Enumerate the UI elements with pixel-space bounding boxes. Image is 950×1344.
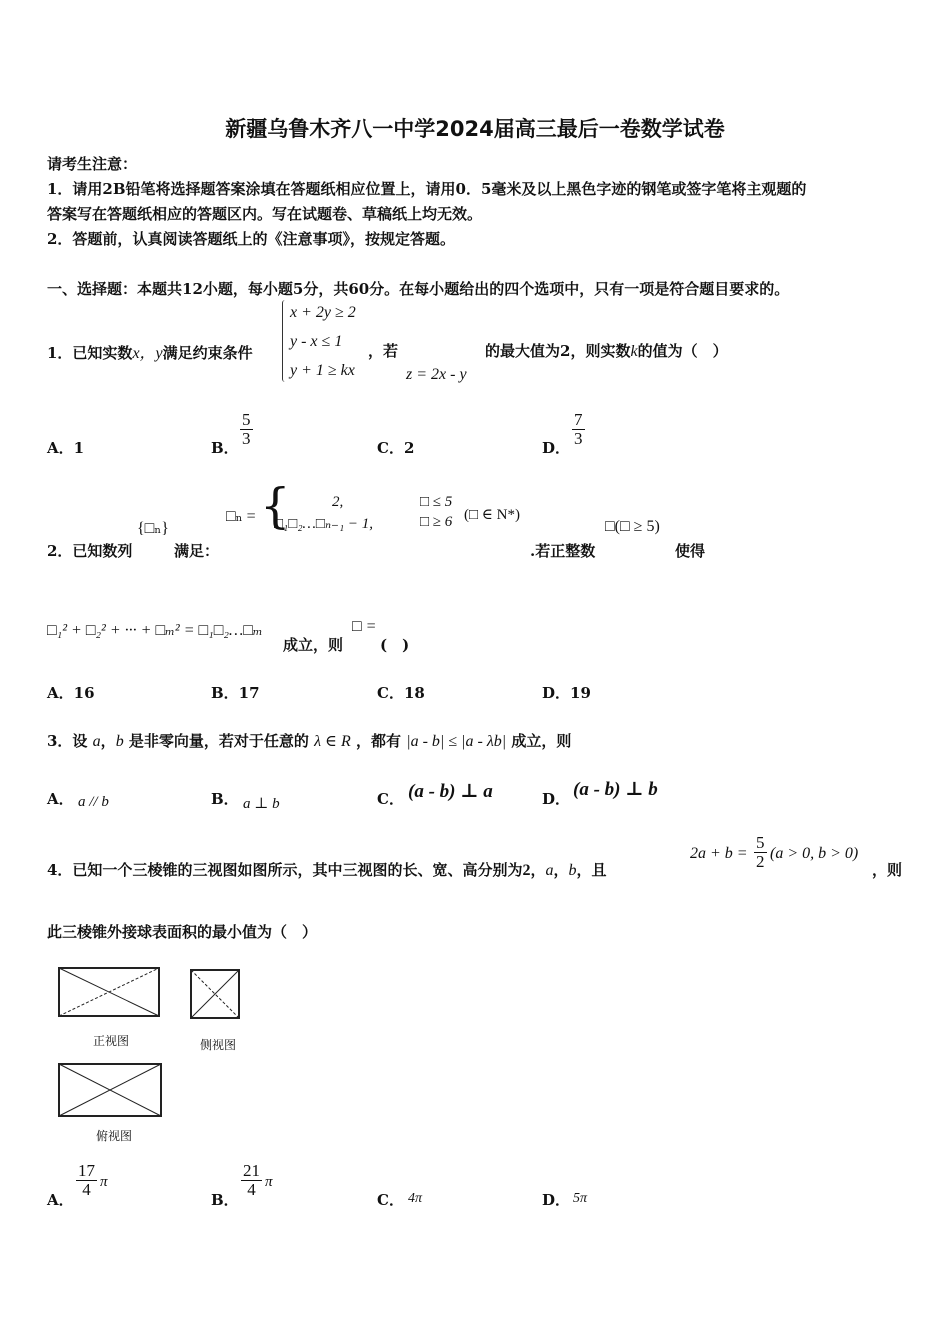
q2-sequence: {□ₙ}	[137, 520, 169, 537]
q4-ze: ，则	[872, 861, 903, 879]
front-view-drawing	[59, 968, 159, 1016]
front-view-label: 正视图	[93, 1034, 130, 1048]
q1-option-b: B．	[211, 439, 239, 457]
top-view-drawing	[59, 1064, 161, 1116]
q4-option-d: D．	[542, 1191, 571, 1209]
q2-case-1: 2,	[332, 494, 344, 510]
q2-option-c: C．18	[377, 684, 425, 702]
notice-line2: 2．答题前，认真阅读答题纸上的《注意事项》，按规定答题。	[47, 230, 455, 248]
q3-option-d: D．	[542, 790, 571, 808]
q3-option-b: B．	[211, 790, 239, 808]
q4-option-b: B．	[211, 1191, 239, 1209]
q2-cond-2: □ ≥ 6	[420, 514, 453, 530]
q4-option-b-pi: π	[265, 1174, 273, 1190]
q2-m-cond: □(□ ≥ 5)	[605, 518, 660, 535]
page-title: 新疆乌鲁木齐八一中学2024届高三最后一卷数学试卷	[225, 117, 725, 141]
q2-brace: {	[260, 478, 291, 534]
q4-option-a-pi: π	[100, 1174, 108, 1190]
q2-paren: ( )	[380, 636, 410, 654]
q2-m-eq: □ =	[352, 618, 377, 635]
q4-eq-lhs: 2a + b =	[690, 845, 748, 862]
q1-brace	[282, 300, 285, 382]
q1-option-c: C．2	[377, 439, 415, 457]
q2-mid: 满足：	[174, 542, 220, 560]
q2-def-lhs: □ₙ =	[226, 508, 256, 525]
q2-option-d: D．19	[542, 684, 591, 702]
q3-option-a: A．	[47, 790, 74, 808]
q1-ruo: ，若	[368, 342, 399, 360]
q2-shide: 使得	[675, 542, 706, 560]
side-view-label: 侧视图	[200, 1038, 237, 1052]
q4-line2: 此三棱锥外接球表面积的最小值为（ ）	[47, 923, 318, 941]
q1-option-a: A．1	[47, 439, 85, 457]
q1-constraint-1: x + 2y ≥ 2	[290, 304, 356, 321]
q4-option-b-frac: $\frac{21}{4}$	[243, 1161, 260, 1199]
q4-eq-cond: (a > 0, b > 0)	[770, 845, 859, 862]
top-view-label: 俯视图	[96, 1129, 133, 1143]
q1-option-d: D．	[542, 439, 571, 457]
q2-domain: (□ ∈ N*)	[464, 507, 520, 523]
notice-line1b: 答案写在答题纸相应的答题区内。写在试题卷、草稿纸上均无效。	[47, 205, 483, 223]
side-view-drawing	[191, 970, 239, 1018]
notice-heading: 请考生注意：	[47, 155, 138, 173]
q3-option-b-expr: a ⊥ b	[243, 796, 280, 812]
q2-option-a: A．16	[47, 684, 95, 702]
q4-option-c: C．	[377, 1191, 404, 1209]
q2-prefix: 2．已知数列	[47, 542, 133, 560]
q1-constraint-2: y - x ≤ 1	[290, 333, 343, 350]
q4-option-d-expr: 5π	[573, 1191, 588, 1206]
q4-stem: 4．已知一个三棱锥的三视图如图所示，其中三视图的长、宽、高分别为2，a，b，且	[47, 861, 607, 879]
q4-option-a-frac: $\frac{17}{4}$	[78, 1161, 95, 1199]
q1-option-d-frac: $\frac{7}{3}$	[574, 410, 583, 448]
q1-option-b-frac: $\frac{5}{3}$	[242, 410, 251, 448]
q1-constraint-3: y + 1 ≥ kx	[290, 362, 355, 379]
q3-option-d-expr: (a - b) ⊥ b	[573, 779, 658, 800]
q3-option-a-expr: a // b	[78, 794, 109, 810]
q4-option-c-expr: 4π	[408, 1191, 423, 1206]
q2-chengli: 成立，则	[283, 636, 344, 654]
section-heading: 一、选择题：本题共12小题，每小题5分，共60分。在每小题给出的四个选项中，只有一项是符合题目要求的。	[47, 280, 790, 298]
q3-stem: 3．设 a，b 是非零向量，若对于任意的 λ ∈ R ，都有 |a - b| ≤ |a - λb| 成立，则	[47, 732, 572, 750]
q1-objective: z = 2x - y	[406, 366, 467, 383]
q2-equation: □₁² + □₂² + ··· + □ₘ² = □₁□₂…□ₘ	[47, 622, 263, 639]
q2-option-b: B．17	[211, 684, 260, 702]
q4-option-a: A．	[47, 1191, 74, 1209]
q2-after: .若正整数	[530, 542, 596, 560]
q3-option-c-expr: (a - b) ⊥ a	[408, 781, 493, 802]
q4-eq-frac: $\frac{5}{2}$	[756, 833, 765, 871]
notice-line1a: 1．请用2B铅笔将选择题答案涂填在答题纸相应位置上，请用0．5毫米及以上黑色字迹的钢笔或签字笔将主观题的	[47, 180, 807, 198]
q2-cond-1: □ ≤ 5	[420, 494, 453, 510]
q3-option-c: C．	[377, 790, 404, 808]
q2-case-2: □₁□₂…□ₙ₋₁ − 1,	[274, 516, 374, 532]
q1-tail: 的最大值为2，则实数k的值为（ ）	[485, 342, 728, 360]
three-views-figure	[55, 965, 255, 1145]
q1-stem: 1．已知实数x，y满足约束条件	[47, 344, 253, 362]
